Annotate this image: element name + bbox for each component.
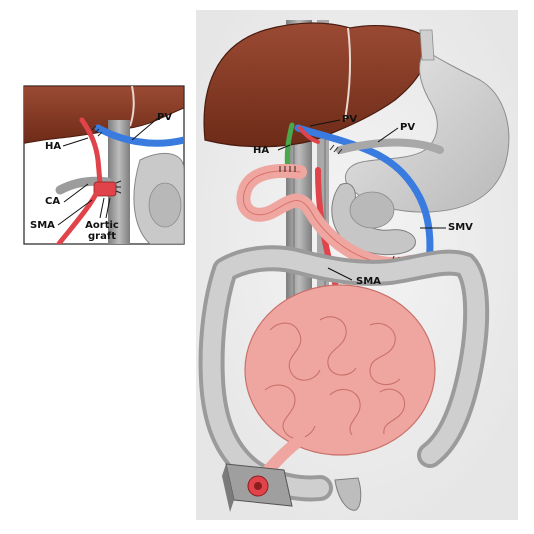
main-label-pv-upper: PV [342,114,358,125]
inset-label-ha: HA [45,141,62,152]
inset-label-pv: PV [157,112,173,123]
small-bowel [245,285,435,455]
inset-label-sma: SMA [30,220,55,231]
main-label-sma: SMA [356,276,381,287]
inset-label-aortic-line2: graft [88,231,116,242]
main-label-pv-right: PV [400,122,416,133]
main-label-ha: HA [253,145,270,156]
inset-label-aortic-line1: Aortic [85,220,119,231]
inset-label-ca: CA [45,196,61,207]
pancreas-head [350,192,394,228]
main-label-smv: SMV [448,222,473,233]
main-illustration [196,10,518,520]
esophagus [420,30,434,60]
inset-label-aortic-graft [84,220,120,242]
